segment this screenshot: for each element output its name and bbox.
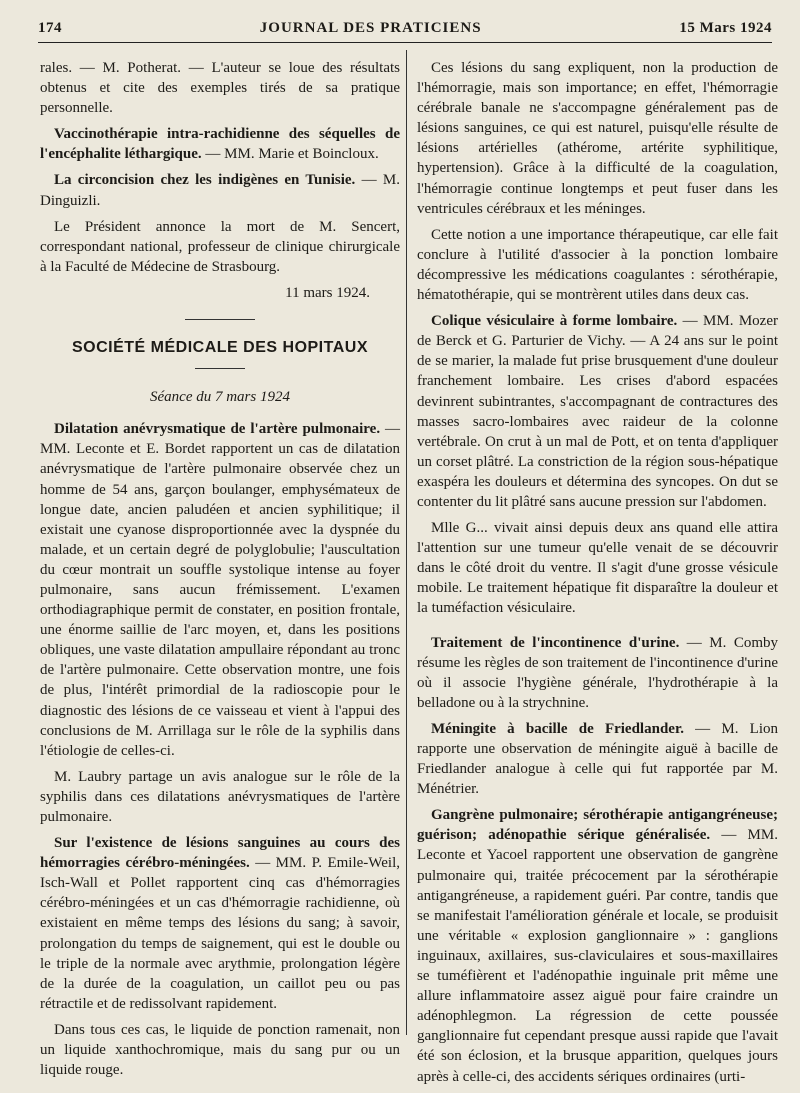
header-rule xyxy=(38,42,772,43)
paragraph: Dans tous ces cas, le liquide de ponction ramenait, non un liquide xanthochromique, mais du sang pur ou un liquide rouge. xyxy=(40,1021,400,1079)
paragraph: Ces lésions du sang expliquent, non la production de l'hémorragie, mais son importance; en effet, l'hémorragie cérébrale banale ne s'accompagne généralement pas de lésions sanguines, ce qui est naturel, puisqu'elle résulte de lésions artérielles (athérome, artérite syphilitique, hypertension). Grâce à la difficulté de la coagulation, l'hémorragie continue longtemps et peut fuser dans les ventricules cérébraux et les méninges. xyxy=(417,60,778,217)
article-meningite xyxy=(417,719,778,799)
section-divider xyxy=(195,368,245,369)
article-title: Sur l'existence de lésions sanguines au cours des hémorragies cérébro-méningées. xyxy=(40,835,400,872)
section-divider xyxy=(185,319,255,320)
session-date: Séance du 7 mars 1924 xyxy=(150,389,290,406)
article-lesions-sanguines xyxy=(40,833,400,1014)
section-heading: SOCIÉTÉ MÉDICALE DES HOPITAUX xyxy=(71,339,368,357)
paragraph: Mlle G... vivait ainsi depuis deux ans quand elle attira l'attention sur une tumeur qu'elle venait de se découvrir dans le côté droit du ventre. Il s'agit d'une grosse vésicule mobile. Le traitement hépatique fit disparaître la douleur et la tuméfaction vésiculaire. xyxy=(417,520,778,617)
notice-date: 11 mars 1924. xyxy=(285,284,370,301)
paragraph: rales. — M. Potherat. — L'auteur se loue des résultats obtenus et cite des exemples tirés de sa pratique personnelle. xyxy=(40,60,400,117)
article-gangrene xyxy=(417,805,778,1086)
article-title: Méningite à bacille de Friedlander. xyxy=(431,720,684,737)
article-dilatation xyxy=(40,419,400,761)
article-body: — MM. Leconte et E. Bordet rapportent un cas de dilatation anévrysmatique de l'artère pulmonaire observée chez un homme de 54 ans, garçon boulanger, emphysémateux de longue date, ancien paludéen et ancien syphilitique; il existait une cyanose disproportionnée avec la dyspnée du malade, et un certain degré de polyglobulie; l'auscultation du cœur montrait un souffle systolique intense au foyer pulmonaire, sans aucun frémissement. L'examen orthodiagraphique permit de constater, en position frontale, une énorme saillie de l'arc moyen, et, dans les positions obliques, une vaste dilatation ampullaire répondant au tronc de l'artère pulmonaire. Cette observation montre, une fois de plus, l'intérêt primordial de la radioscopie pour le diagnostic des lésions de ce vaisseau et vient à l'appui des conclusions de M. Arrillaga sur le rôle de la syphilis dans l'étiologie de celles-ci. xyxy=(40,421,400,759)
issue-date: 15 Mars 1924 xyxy=(679,20,772,36)
article-body: — MM. Leconte et Yacoel rapportent une observation de gangrène pulmonaire qui, traitée précocement par la sérothérapie antigangréneuse, a rapidement guéri. Par contre, tandis que se manifestait l'amélioration générale et locale, se produisit une véritable « explosion ganglionnaire » : ganglions inguinaux, axillaires, sus-claviculaires et sous-maxillaires se tuméfièrent et l'adénopathie inguinale prit même une allure inflammatoire assez aiguë pour faire craindre un adénophlegmon. La régression de cette poussée ganglionnaire fut cependant presque aussi rapide que l'avait été son éclosion, et la brusque apparition, quelques jours après à celle-ci, des accidents sériques ordinaires (urti- xyxy=(417,827,778,1085)
article-body: — M. Lion rapporte une observation de méningite aiguë à bacille de Friedlander analogue à celle qui fut rapportée par M. Ménétrier. xyxy=(417,720,778,798)
article-body: — M. Comby résume les règles de son traitement de l'incontinence d'urine où il associe l'hygiène générale, l'hydrothérapie à la belladone ou à la strychnine. xyxy=(417,634,778,711)
article-title: Gangrène pulmonaire; sérothérapie antigangréneuse; guérison; adénopathie sérique généralisée. xyxy=(417,807,778,844)
page-number: 174 xyxy=(38,20,62,36)
article-incontinence xyxy=(417,633,778,713)
article-body: — MM. P. Emile-Weil, Isch-Wall et Pollet rapportent cinq cas d'hémorragies cérébro-méningées et un cas d'hémorragie rachidienne, où existaient en même temps des lésions du sang; à savoir, prolongation du temps de saignement, qui est le double ou le triple de la normale avec arythmie, prolongation légère de la durée de la coagulation, un caillot peu ou pas rétractile et de redissolvant rapidement. xyxy=(40,855,400,1012)
right-column xyxy=(417,58,778,1093)
article-title: La circoncision chez les indigènes en Tunisie. xyxy=(54,172,356,189)
page-header xyxy=(38,20,772,44)
article-authors: — M. Dinguizli. xyxy=(40,172,400,209)
article-circoncision xyxy=(40,170,400,210)
article-vaccinotherapie xyxy=(40,124,400,164)
article-title: Vaccinothérapie intra-rachidienne des séquelles de l'encéphalite léthargique. xyxy=(40,126,400,163)
left-column xyxy=(40,58,400,1086)
article-title: Dilatation anévrysmatique de l'artère pulmonaire. xyxy=(54,421,381,438)
article-authors: — MM. Marie et Boincloux. xyxy=(201,146,379,163)
paragraph-laubry: M. Laubry partage un avis analogue sur le rôle de la syphilis dans ces dilatations anévrysmatiques de l'artère pulmonaire. xyxy=(40,768,400,825)
journal-title: JOURNAL DES PRATICIENS xyxy=(259,20,482,36)
article-title: Colique vésiculaire à forme lombaire. xyxy=(431,313,678,330)
column-divider xyxy=(406,50,407,1035)
article-title: Traitement de l'incontinence d'urine. xyxy=(431,634,680,651)
paragraph: Cette notion a une importance thérapeutique, car elle fait conclure à l'utilité d'associer à la ponction lombaire décompressive les médications coagulantes : sérothérapie, hématothérapie, qui se montrèrent utiles dans deux cas. xyxy=(417,226,778,304)
article-colique xyxy=(417,311,778,512)
paragraph-president: Le Président annonce la mort de M. Sencert, correspondant national, professeur de clinique chirurgicale à la Faculté de Médecine de Strasbourg. xyxy=(40,218,400,275)
article-body: — MM. Mozer de Berck et G. Parturier de Vichy. — A 24 ans sur le point de se marier, la malade fut prise brusquement d'une douleur franchement lombaire. Les crises d'abord espacées devinrent subintrantes, s'accompagnant de contractures des masses sacro-lombaires avec raideur de la colonne vertébrale. On crut à un mal de Pott, et on tenta d'appliquer un corset plâtré. La constriction de la région sous-hépatique exaspéra les douleurs et détermina des syncopes. On dut se contenter du lit plâtré sans aucune pression sur l'abdomen. xyxy=(417,313,778,510)
